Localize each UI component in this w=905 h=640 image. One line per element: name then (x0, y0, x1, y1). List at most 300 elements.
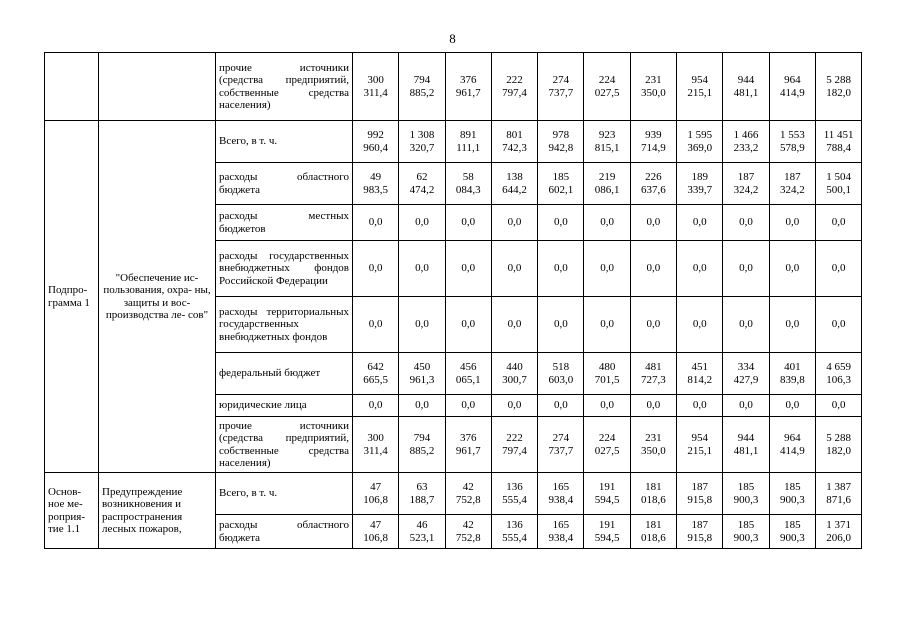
amount-part: 185 (784, 481, 801, 493)
subprogram-name: "Обеспечение ис- пользования, охра- ны, защиты и вос- производства ле- сов" (99, 121, 216, 473)
amount-part: 165 (552, 481, 570, 493)
funding-source-label: расходы государственных внебюджетных фондов Российской Федерации (216, 241, 353, 297)
amount-part: 0,0 (646, 262, 661, 275)
amount-cell (815, 205, 861, 241)
amount-part: 376 (459, 432, 477, 444)
amount-part: 456 (459, 361, 477, 373)
amount-cell (584, 53, 630, 121)
amount-cell (399, 515, 445, 549)
amount-part: 474,2 (409, 183, 435, 196)
amount-part: 642 (367, 361, 384, 373)
amount-part: 46 (416, 519, 428, 531)
amount-part: 0,0 (831, 216, 846, 229)
amount-cell (677, 205, 723, 241)
amount-part: 900,3 (779, 531, 805, 544)
amount-part: 964 (784, 432, 801, 444)
amount-cell (815, 515, 861, 549)
amount-cell (491, 473, 537, 515)
amount-part: 018,6 (641, 531, 666, 544)
amount-cell (399, 395, 445, 417)
amount-cell (584, 205, 630, 241)
amount-part: 4 659 (826, 361, 851, 373)
amount-part: 983,5 (363, 183, 389, 196)
amount-cell (723, 473, 769, 515)
amount-part: 788,4 (826, 141, 851, 154)
amount-cell (723, 395, 769, 417)
amount-cell (445, 353, 491, 395)
amount-part: 939 (645, 129, 662, 141)
amount-part: 0,0 (368, 262, 383, 275)
amount-part: 451 (691, 361, 708, 373)
amount-cell (630, 205, 676, 241)
amount-cell (630, 395, 676, 417)
amount-part: 814,2 (687, 373, 713, 386)
amount-part: 63 (416, 481, 428, 493)
amount-cell (584, 163, 630, 205)
amount-cell (677, 395, 723, 417)
amount-part: 1 371 (826, 519, 851, 531)
amount-part: 0,0 (415, 216, 429, 229)
amount-cell (723, 53, 769, 121)
amount-part: 084,3 (455, 183, 481, 196)
amount-cell (538, 395, 584, 417)
amount-cell (630, 163, 676, 205)
amount-part: 480 (598, 361, 616, 373)
amount-part: 891 (459, 129, 477, 141)
amount-part: 0,0 (415, 318, 429, 331)
amount-cell (769, 515, 815, 549)
amount-part: 938,4 (548, 493, 574, 506)
amount-part: 602,1 (548, 183, 574, 196)
amount-part: 182,0 (826, 444, 851, 457)
amount-cell (445, 53, 491, 121)
amount-cell (399, 163, 445, 205)
amount-part: 942,8 (548, 141, 574, 154)
amount-part: 900,3 (733, 531, 759, 544)
amount-part: 5 288 (826, 74, 851, 86)
amount-part: 106,3 (826, 373, 851, 386)
amount-cell (399, 205, 445, 241)
amount-part: 222 (506, 74, 523, 86)
amount-cell (723, 205, 769, 241)
amount-cell (677, 515, 723, 549)
amount-part: 0,0 (646, 216, 661, 229)
empty-cell (45, 53, 99, 121)
amount-part: 226 (645, 171, 662, 183)
funding-source-label: Всего, в т. ч. (216, 473, 353, 515)
amount-part: 138 (506, 171, 523, 183)
amount-part: 334 (737, 361, 755, 373)
amount-part: 311,4 (363, 86, 388, 99)
amount-part: 644,2 (502, 183, 527, 196)
amount-part: 839,8 (779, 373, 805, 386)
amount-part: 0,0 (461, 262, 476, 275)
amount-cell (584, 515, 630, 549)
amount-part: 0,0 (415, 262, 429, 275)
amount-part: 0,0 (600, 216, 614, 229)
amount-cell (538, 163, 584, 205)
amount-part: 369,0 (687, 141, 713, 154)
budget-table (44, 52, 862, 549)
amount-cell (445, 515, 491, 549)
amount-part: 915,8 (687, 531, 713, 544)
amount-part: 320,7 (409, 141, 435, 154)
amount-part: 111,1 (456, 141, 481, 154)
amount-part: 961,7 (455, 444, 481, 457)
amount-part: 960,4 (363, 141, 389, 154)
amount-part: 450 (413, 361, 431, 373)
amount-part: 701,5 (594, 373, 620, 386)
amount-cell (399, 121, 445, 163)
amount-cell (769, 297, 815, 353)
amount-cell (584, 353, 630, 395)
amount-part: 106,8 (363, 531, 389, 544)
amount-part: 191 (598, 519, 616, 531)
amount-cell (677, 297, 723, 353)
amount-cell (353, 121, 399, 163)
amount-cell (815, 163, 861, 205)
amount-part: 350,0 (641, 86, 666, 99)
amount-part: 752,8 (455, 531, 481, 544)
amount-part: 1 466 (733, 129, 759, 141)
amount-cell (630, 473, 676, 515)
amount-part: 219 (598, 171, 616, 183)
amount-cell (769, 163, 815, 205)
amount-cell (630, 353, 676, 395)
amount-part: 481,1 (733, 444, 759, 457)
amount-part: 185 (552, 171, 570, 183)
amount-cell (677, 53, 723, 121)
amount-part: 555,4 (502, 531, 527, 544)
activity-label: Основ- ное ме- роприя- тие 1.1 (45, 473, 99, 549)
amount-cell (815, 241, 861, 297)
amount-part: 0,0 (831, 399, 846, 412)
amount-part: 0,0 (553, 262, 568, 275)
table-row (45, 53, 862, 121)
table-row (45, 121, 862, 163)
amount-part: 0,0 (739, 318, 753, 331)
amount-part: 165 (552, 519, 570, 531)
amount-part: 523,1 (409, 531, 435, 544)
amount-part: 182,0 (826, 86, 851, 99)
amount-cell (815, 353, 861, 395)
amount-part: 555,4 (502, 493, 527, 506)
amount-cell (769, 121, 815, 163)
amount-part: 231 (645, 432, 662, 444)
amount-cell (538, 205, 584, 241)
amount-cell (538, 473, 584, 515)
amount-part: 885,2 (409, 86, 435, 99)
amount-cell (445, 241, 491, 297)
amount-part: 1 553 (779, 129, 805, 141)
amount-part: 49 (370, 171, 382, 183)
amount-part: 964 (784, 74, 801, 86)
amount-cell (491, 205, 537, 241)
amount-cell (445, 473, 491, 515)
amount-cell (445, 205, 491, 241)
amount-part: 311,4 (363, 444, 388, 457)
amount-cell (353, 417, 399, 473)
amount-part: 222 (506, 432, 523, 444)
amount-part: 324,2 (779, 183, 805, 196)
amount-part: 0,0 (785, 262, 800, 275)
amount-part: 414,9 (779, 444, 805, 457)
amount-part: 578,9 (779, 141, 805, 154)
amount-part: 944 (737, 432, 755, 444)
amount-part: 187 (691, 519, 708, 531)
amount-part: 181 (645, 481, 662, 493)
amount-cell (723, 353, 769, 395)
amount-part: 5 288 (826, 432, 851, 444)
amount-part: 500,1 (826, 183, 851, 196)
amount-part: 954 (691, 432, 708, 444)
amount-part: 0,0 (507, 399, 522, 412)
amount-cell (723, 297, 769, 353)
amount-part: 1 504 (826, 171, 851, 183)
amount-part: 224 (598, 74, 616, 86)
amount-part: 0,0 (368, 216, 383, 229)
amount-cell (491, 395, 537, 417)
amount-cell (723, 417, 769, 473)
amount-cell (677, 353, 723, 395)
amount-part: 0,0 (785, 399, 800, 412)
amount-part: 0,0 (692, 318, 707, 331)
amount-cell (584, 417, 630, 473)
amount-part: 0,0 (600, 262, 614, 275)
amount-cell (630, 297, 676, 353)
amount-part: 300,7 (502, 373, 527, 386)
amount-part: 594,5 (594, 493, 620, 506)
amount-part: 0,0 (692, 262, 707, 275)
activity-name: Предупреждение возникновения и распространения лесных пожаров, (99, 473, 216, 549)
amount-cell (491, 163, 537, 205)
amount-part: 0,0 (461, 216, 476, 229)
amount-cell (584, 473, 630, 515)
amount-cell (815, 417, 861, 473)
funding-source-label: расходы областного бюджета (216, 163, 353, 205)
amount-cell (677, 163, 723, 205)
amount-part: 215,1 (687, 86, 713, 99)
funding-source-label: федеральный бюджет (216, 353, 353, 395)
amount-part: 742,3 (502, 141, 527, 154)
amount-part: 727,3 (641, 373, 666, 386)
amount-cell (491, 353, 537, 395)
amount-cell (769, 53, 815, 121)
amount-part: 938,4 (548, 531, 574, 544)
amount-part: 0,0 (368, 399, 383, 412)
funding-source-label: Всего, в т. ч. (216, 121, 353, 163)
amount-part: 440 (506, 361, 523, 373)
amount-cell (769, 353, 815, 395)
amount-part: 797,4 (502, 444, 527, 457)
amount-part: 187 (691, 481, 708, 493)
amount-cell (491, 515, 537, 549)
amount-cell (445, 297, 491, 353)
amount-part: 752,8 (455, 493, 481, 506)
amount-part: 0,0 (785, 216, 800, 229)
amount-part: 188,7 (409, 493, 435, 506)
amount-part: 62 (416, 171, 428, 183)
funding-source-label: расходы территориальных государственных внебюджетных фондов (216, 297, 353, 353)
amount-cell (584, 121, 630, 163)
amount-cell (399, 241, 445, 297)
amount-part: 191 (598, 481, 616, 493)
amount-cell (538, 53, 584, 121)
amount-part: 136 (506, 519, 523, 531)
amount-cell (630, 121, 676, 163)
amount-cell (815, 53, 861, 121)
amount-part: 0,0 (507, 216, 522, 229)
amount-cell (353, 515, 399, 549)
amount-part: 961,3 (409, 373, 435, 386)
amount-cell (723, 241, 769, 297)
amount-cell (769, 417, 815, 473)
amount-cell (630, 515, 676, 549)
amount-part: 0,0 (692, 399, 707, 412)
amount-part: 637,6 (641, 183, 666, 196)
amount-cell (538, 417, 584, 473)
amount-part: 1 387 (826, 481, 851, 493)
amount-part: 737,7 (548, 444, 574, 457)
amount-cell (769, 395, 815, 417)
amount-part: 206,0 (826, 531, 851, 544)
amount-part: 714,9 (641, 141, 666, 154)
amount-cell (445, 163, 491, 205)
amount-cell (538, 297, 584, 353)
amount-part: 481 (645, 361, 662, 373)
funding-source-label: юридические лица (216, 395, 353, 417)
amount-part: 136 (506, 481, 523, 493)
amount-cell (491, 297, 537, 353)
amount-cell (769, 473, 815, 515)
amount-part: 801 (506, 129, 523, 141)
amount-part: 961,7 (455, 86, 481, 99)
amount-cell (353, 241, 399, 297)
amount-part: 871,6 (826, 493, 851, 506)
amount-part: 401 (784, 361, 801, 373)
amount-part: 065,1 (455, 373, 481, 386)
amount-cell (677, 121, 723, 163)
amount-part: 027,5 (594, 444, 620, 457)
amount-part: 0,0 (600, 318, 614, 331)
amount-part: 815,1 (594, 141, 620, 154)
amount-part: 0,0 (692, 216, 707, 229)
amount-cell (630, 241, 676, 297)
amount-cell (769, 241, 815, 297)
amount-cell (723, 515, 769, 549)
amount-part: 794 (413, 74, 431, 86)
amount-part: 181 (645, 519, 662, 531)
amount-part: 944 (737, 74, 755, 86)
amount-part: 274 (552, 432, 570, 444)
amount-part: 0,0 (507, 262, 522, 275)
amount-cell (353, 297, 399, 353)
amount-cell (353, 53, 399, 121)
amount-part: 0,0 (739, 216, 753, 229)
empty-cell (99, 53, 216, 121)
amount-part: 427,9 (733, 373, 759, 386)
subprogram-label: Подпро- грамма 1 (45, 121, 99, 473)
amount-cell (445, 395, 491, 417)
amount-part: 0,0 (831, 262, 846, 275)
amount-cell (584, 395, 630, 417)
amount-part: 018,6 (641, 493, 666, 506)
amount-cell (677, 417, 723, 473)
amount-part: 603,0 (548, 373, 574, 386)
amount-cell (353, 395, 399, 417)
amount-cell (815, 297, 861, 353)
amount-part: 594,5 (594, 531, 620, 544)
amount-part: 0,0 (785, 318, 800, 331)
table-row (45, 473, 862, 515)
amount-part: 189 (691, 171, 708, 183)
amount-part: 0,0 (368, 318, 383, 331)
amount-part: 027,5 (594, 86, 620, 99)
amount-cell (538, 121, 584, 163)
amount-part: 0,0 (646, 399, 661, 412)
amount-part: 794 (413, 432, 431, 444)
amount-part: 665,5 (363, 373, 389, 386)
amount-part: 274 (552, 74, 570, 86)
amount-part: 106,8 (363, 493, 389, 506)
amount-part: 0,0 (461, 399, 476, 412)
amount-part: 185 (737, 519, 755, 531)
amount-part: 11 451 (823, 129, 854, 141)
amount-part: 224 (598, 432, 616, 444)
amount-part: 339,7 (687, 183, 713, 196)
amount-part: 954 (691, 74, 708, 86)
amount-part: 324,2 (733, 183, 759, 196)
amount-part: 376 (459, 74, 477, 86)
funding-source-label: расходы местных бюджетов (216, 205, 353, 241)
amount-part: 885,2 (409, 444, 435, 457)
amount-part: 737,7 (548, 86, 574, 99)
amount-part: 187 (737, 171, 755, 183)
amount-part: 915,8 (687, 493, 713, 506)
amount-part: 0,0 (415, 399, 429, 412)
amount-part: 47 (370, 519, 382, 531)
amount-part: 0,0 (831, 318, 846, 331)
amount-cell (630, 53, 676, 121)
amount-part: 900,3 (733, 493, 759, 506)
amount-cell (491, 121, 537, 163)
amount-cell (677, 241, 723, 297)
amount-part: 0,0 (739, 262, 753, 275)
amount-cell (491, 53, 537, 121)
amount-cell (630, 417, 676, 473)
amount-part: 900,3 (779, 493, 805, 506)
amount-cell (445, 121, 491, 163)
amount-cell (399, 53, 445, 121)
amount-part: 58 (462, 171, 474, 183)
amount-part: 187 (784, 171, 801, 183)
amount-cell (677, 473, 723, 515)
amount-part: 978 (552, 129, 570, 141)
amount-part: 300 (367, 432, 384, 444)
amount-part: 350,0 (641, 444, 666, 457)
amount-cell (491, 417, 537, 473)
funding-source-label: прочие источники (средства предприятий, собственные средства населения) (216, 417, 353, 473)
amount-part: 42 (462, 519, 474, 531)
amount-part: 923 (598, 129, 616, 141)
amount-part: 0,0 (461, 318, 476, 331)
amount-cell (353, 205, 399, 241)
amount-part: 992 (367, 129, 384, 141)
amount-cell (353, 353, 399, 395)
amount-cell (353, 163, 399, 205)
amount-part: 185 (737, 481, 755, 493)
amount-part: 0,0 (553, 399, 568, 412)
